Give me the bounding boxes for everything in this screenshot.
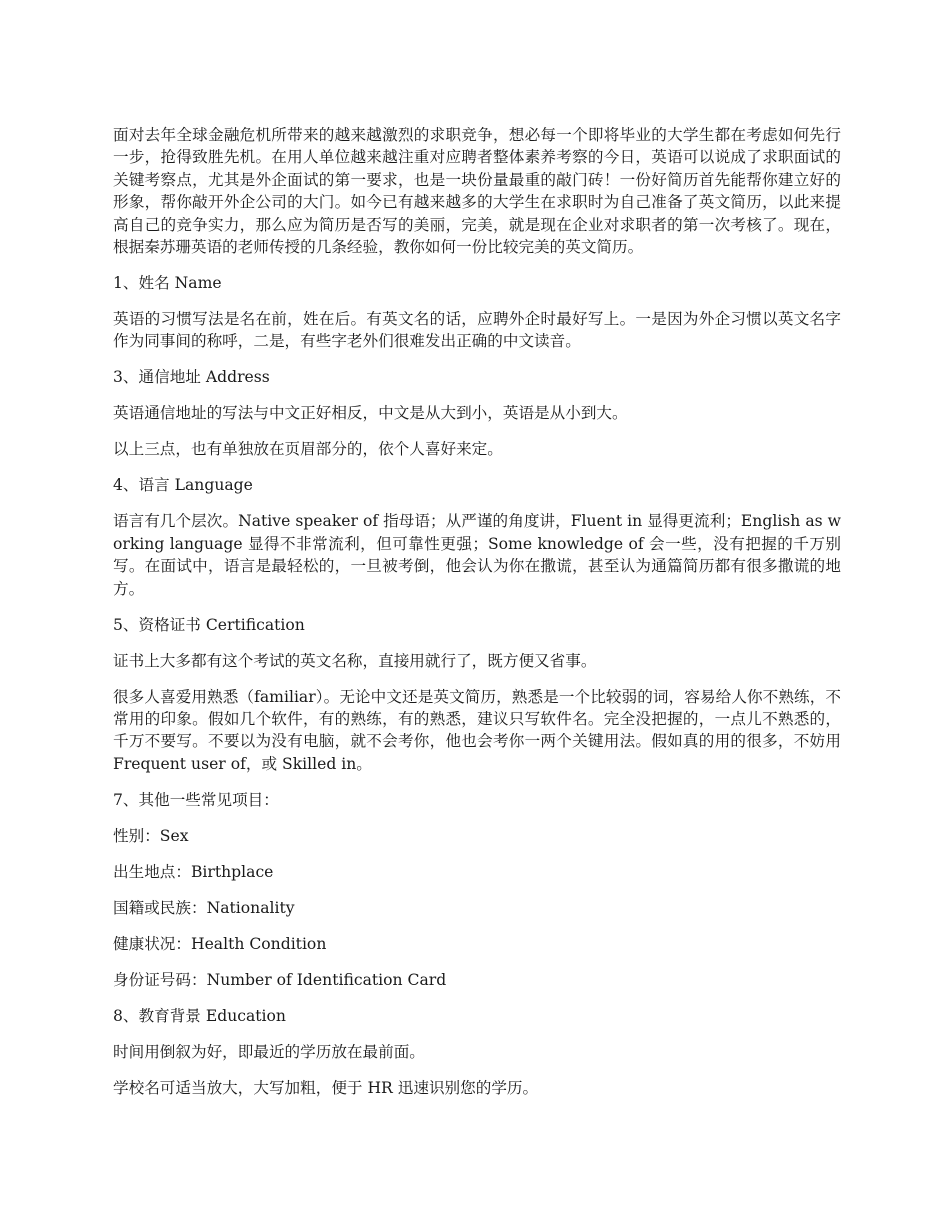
section-heading-education: 8、教育背景 Education [113,1006,286,1025]
section-heading-name: 1、姓名 Name [113,274,222,293]
item-nationality: 国籍或民族：Nationality [113,898,295,917]
section-heading-certification: 5、资格证书 Certification [113,615,305,634]
certification-paragraph: 证书上大多都有这个考试的英文名称，直接用就行了，既方便又省事。 [113,651,597,670]
address-paragraph: 英语通信地址的写法与中文正好相反，中文是从大到小，英语是从小到大。 [113,404,628,423]
section-heading-language: 4、语言 Language [113,476,253,495]
item-health: 健康状况：Health Condition [113,934,327,953]
education-school-paragraph: 学校名可适当放大，大写加粗，便于 HR 迅速识别您的学历。 [113,1078,539,1097]
education-order-paragraph: 时间用倒叙为好，即最近的学历放在最前面。 [113,1042,425,1061]
item-birthplace: 出生地点：Birthplace [113,862,274,881]
document-body [113,124,841,1113]
section-heading-address: 3、通信地址 Address [113,368,270,387]
intro-paragraph: 面对去年全球金融危机所带来的越来越激烈的求职竞争，想必每一个即将毕业的大学生都在考虑如何先行一步，抢得致胜先机。在用人单位越来越注重对应聘者整体素养考察的今日，英语可以说成了求职面试的关键考察点，尤其是外企面试的第一要求，也是一块份量最重的敲门砖！一份好简历首先能帮你建立好的形象，帮你敲开外企公司的大门。如今已有越来越多的大学生在求职时为自己准备了英文简历，以此来提高自己的竞争实力，那么应为简历是否写的美丽，完美，就是现在企业对求职者的第一次考核了。现在，根据秦苏珊英语的老师传授的几条经验，教你如何一份比较完美的英文简历。 [113,126,841,257]
familiar-paragraph: 很多人喜爱用熟悉（familiar）。无论中文还是英文简历，熟悉是一个比较弱的词，容易给人你不熟练，不常用的印象。假如几个软件，有的熟练，有的熟悉，建议只写软件名。完全没把握的，一点儿不熟悉的，千万不要写。不要以为没有电脑，就不会考你，他也会考你一两个关键用法。假如真的用的很多，不妨用 Frequent user of，或 Skilled in。 [113,687,841,773]
item-id-card: 身份证号码：Number of Identification Card [113,970,447,989]
section-heading-other: 7、其他一些常见项目： [113,790,279,809]
item-sex: 性别：Sex [113,826,189,845]
language-paragraph: 语言有几个层次。Native speaker of 指母语；从严谨的角度讲，Fluent in 显得更流利；English as working language 显得不非常流利，但可靠性更强；Some knowledge of 会一些，没有把握的千万别写。在面试中，语言是最轻松的，一旦被考倒，他会认为你在撒谎，甚至认为通篇简历都有很多撒谎的地方。 [113,512,841,598]
name-paragraph: 英语的习惯写法是名在前，姓在后。有英文名的话，应聘外企时最好写上。一是因为外企习惯以英文名字作为同事间的称呼，二是，有些字老外们很难发出正确的中文读音。 [113,310,841,351]
header-note-paragraph: 以上三点，也有单独放在页眉部分的，依个人喜好来定。 [113,440,503,459]
